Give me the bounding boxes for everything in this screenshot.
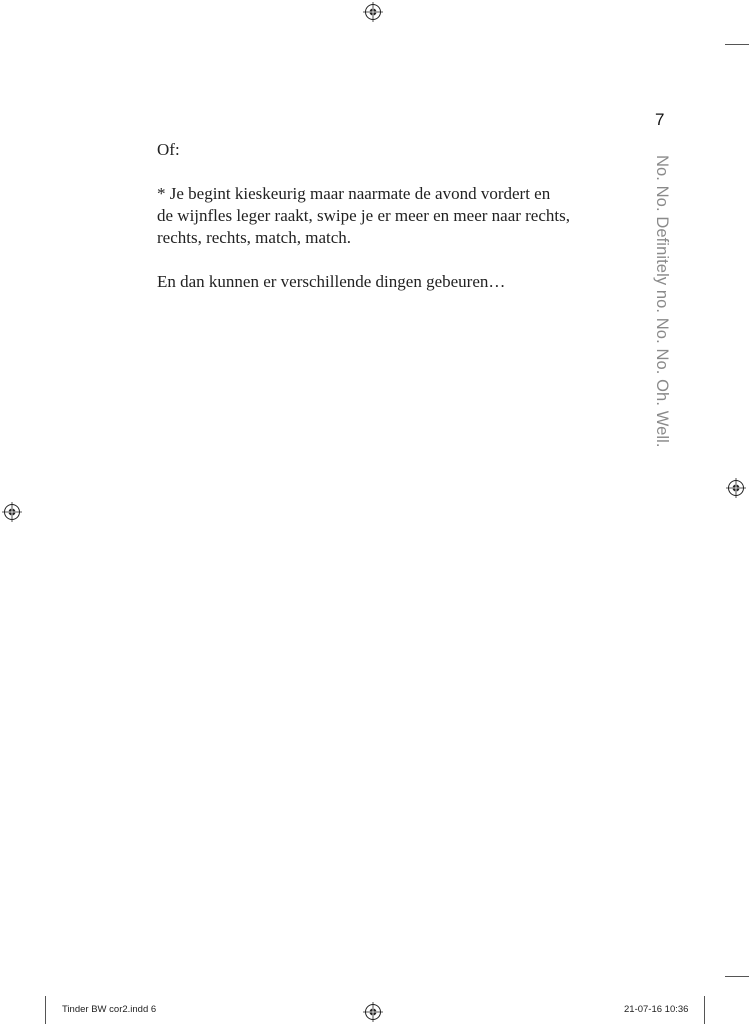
running-head: No. No. Definitely no. No. No. Oh. Well. bbox=[653, 155, 671, 448]
text-line: * Je begint kieskeurig maar naarmate de avond vordert en bbox=[157, 184, 551, 203]
slug-timestamp: 21-07-16 10:36 bbox=[624, 1004, 689, 1015]
registration-mark-icon bbox=[726, 478, 746, 498]
slug-filename: Tinder BW cor2.indd 6 bbox=[62, 1004, 157, 1015]
text-line: Of: bbox=[157, 140, 180, 159]
paragraph bbox=[157, 139, 597, 161]
paragraph bbox=[157, 271, 597, 293]
text-line: rechts, rechts, match, match. bbox=[157, 228, 352, 247]
registration-mark-icon bbox=[363, 2, 383, 22]
registration-mark-icon bbox=[363, 1002, 383, 1022]
paragraph bbox=[157, 183, 597, 249]
body-text bbox=[157, 139, 597, 315]
text-line: En dan kunnen er verschillende dingen gebeuren… bbox=[157, 272, 506, 291]
registration-mark-icon bbox=[2, 502, 22, 522]
text-line: de wijnfles leger raakt, swipe je er meer en meer naar rechts, bbox=[157, 206, 570, 225]
crop-mark-bottom-left-vertical bbox=[45, 996, 46, 1024]
page-number: 7 bbox=[655, 110, 665, 129]
crop-mark-top-right bbox=[725, 44, 749, 45]
crop-mark-bottom-right-vertical bbox=[704, 996, 705, 1024]
crop-mark-bottom-right bbox=[725, 976, 749, 977]
